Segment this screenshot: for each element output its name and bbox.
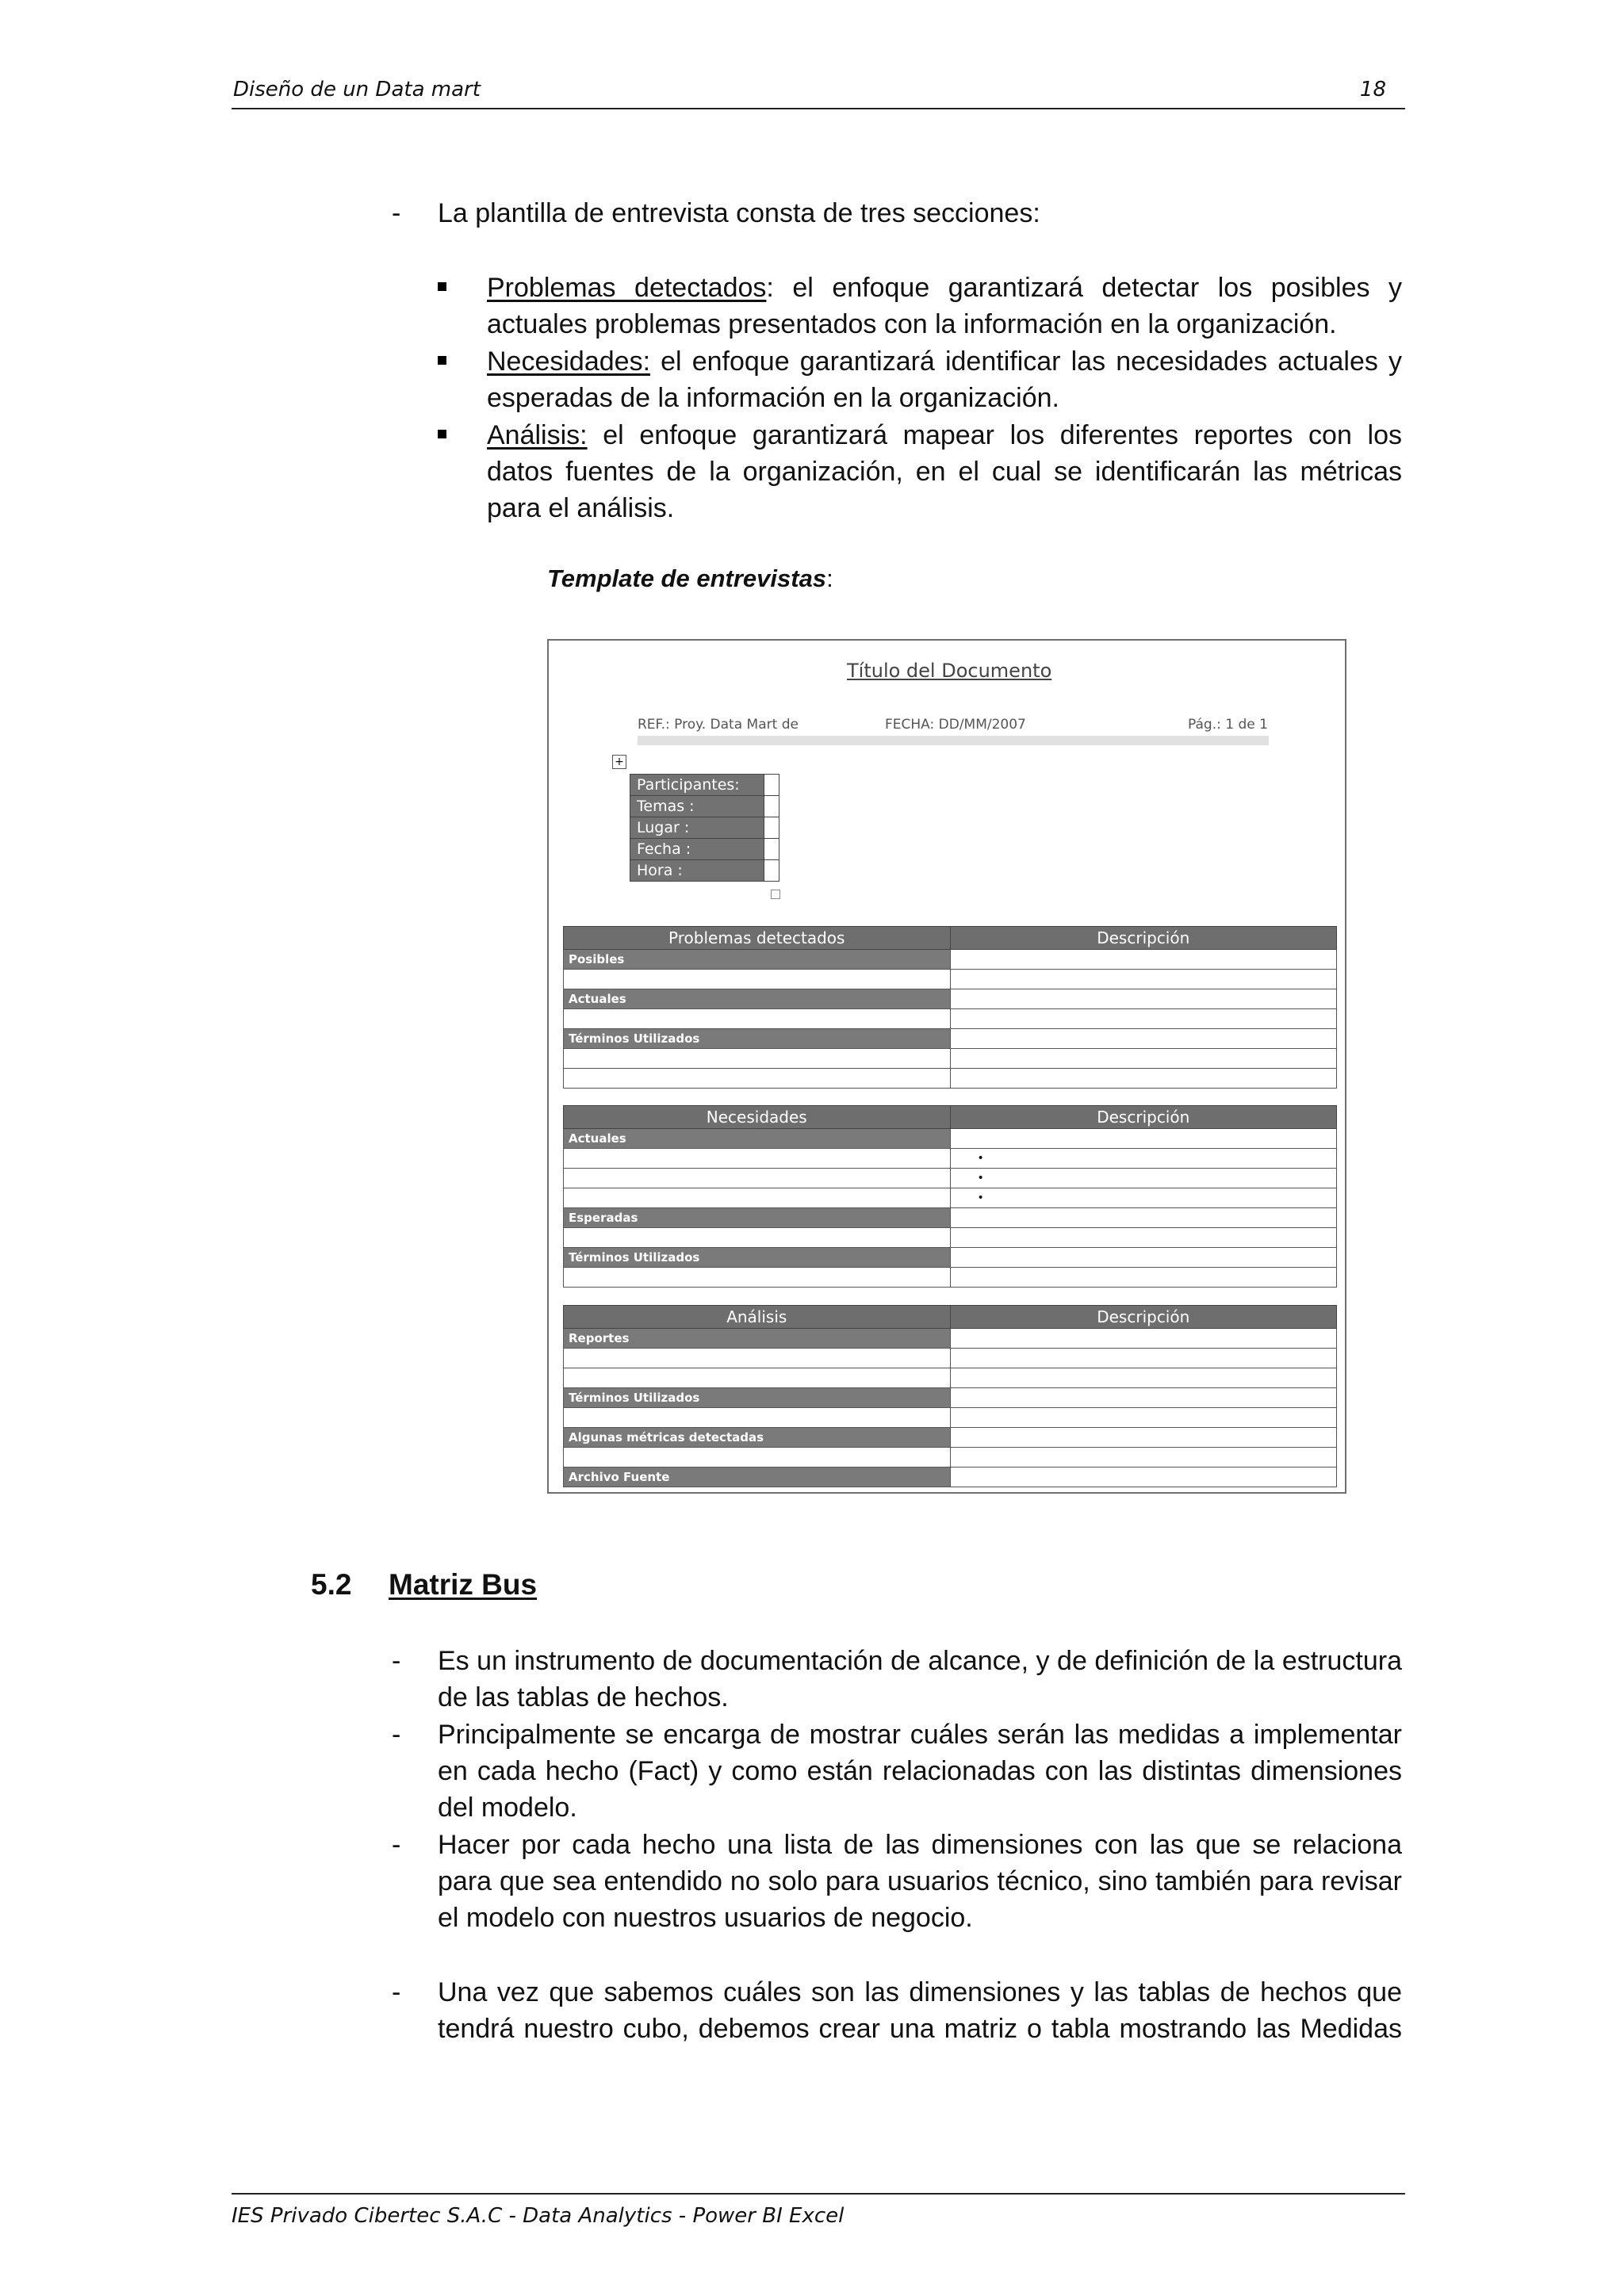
footer-text: IES Privado Cibertec S.A.C - Data Analytics - Power BI Excel (232, 2204, 845, 2228)
bullet-icon: • (950, 1149, 1337, 1169)
info-label: Temas : (630, 796, 764, 817)
descripcion-header: Descripción (950, 1306, 1337, 1329)
body-item: Hacer por cada hecho una lista de las dimensiones con las que se relaciona para que sea entendido no solo para usuarios técnico, sino también para revisar el modelo con nuestros usuarios de negocio. (438, 1830, 1402, 1933)
section-title-text: Matriz Bus (389, 1568, 538, 1601)
info-label: Lugar : (630, 817, 764, 839)
necesidades-header: Necesidades (564, 1106, 951, 1129)
dash-marker: - (392, 1977, 401, 2007)
caption-suffix: : (826, 564, 833, 592)
necesidades-table (563, 1105, 1337, 1288)
bullet-text: el enfoque garantizará mapear los diferentes reportes con los datos fuentes de la organización, en el cual se identificarán las métricas para el análisis. (487, 420, 1402, 523)
bullet-term: Problemas detectados (487, 273, 767, 303)
row-label: Actuales (564, 1129, 951, 1149)
bullet-problemas (487, 270, 1402, 342)
row-label: Posibles (564, 950, 951, 970)
intro-lead: La plantilla de entrevista consta de tres secciones: (438, 198, 1040, 228)
template-ref: REF.: Proy. Data Mart de (638, 717, 799, 733)
template-title: Título del Documento (847, 660, 1052, 682)
row-label: Términos Utilizados (564, 1248, 951, 1268)
bullet-icon: • (950, 1169, 1337, 1188)
bullet-icon: • (950, 1188, 1337, 1208)
descripcion-header: Descripción (950, 1106, 1337, 1129)
analisis-header: Análisis (564, 1306, 951, 1329)
descripcion-header: Descripción (950, 927, 1337, 950)
table-resize-handle-icon (771, 890, 780, 899)
meeting-info-table (630, 774, 779, 882)
section-number: 5.2 (311, 1568, 352, 1601)
dash-marker: - (392, 1720, 401, 1750)
interview-template-figure (547, 639, 1346, 1494)
row-label: Algunas métricas detectadas (564, 1428, 951, 1448)
body-item: Una vez que sabemos cuáles son las dimensiones y las tablas de hechos que tendrá nuestro cubo, debemos crear una matriz o tabla mostrando las Medidas (438, 1977, 1402, 2044)
section-title (389, 1568, 537, 1601)
bullet-text: : el enfoque garantizará detectar los posibles y actuales problemas presentados con la información en la organización. (487, 273, 1403, 339)
table-move-icon: + (612, 755, 626, 769)
dash-marker: - (392, 198, 401, 228)
info-label: Participantes: (630, 775, 764, 796)
page-header (232, 76, 1405, 109)
template-pag: Pág.: 1 de 1 (1188, 717, 1268, 733)
row-label: Esperadas (564, 1208, 951, 1228)
info-label: Fecha : (630, 839, 764, 860)
bullet-analisis (487, 417, 1402, 526)
bullet-text: el enfoque garantizará identificar las necesidades actuales y esperadas de la información en la organización. (487, 346, 1402, 413)
bullet-necesidades (487, 343, 1402, 416)
caption-bold: Template de entrevistas (547, 564, 827, 592)
template-fecha: FECHA: DD/MM/2007 (885, 717, 1026, 733)
row-label: Actuales (564, 989, 951, 1009)
body-item: Principalmente se encarga de mostrar cuáles serán las medidas a implementar en cada hecho (Fact) y como están relacionadas con las distintas dimensiones del modelo. (438, 1720, 1402, 1823)
bullet-term: Análisis: (487, 420, 588, 450)
page-number: 18 (1359, 78, 1386, 101)
header-title: Diseño de un Data mart (233, 78, 481, 101)
bullet-term: Necesidades: (487, 346, 651, 377)
square-bullet-icon (438, 430, 446, 438)
body-item: Es un instrumento de documentación de alcance, y de definición de la estructura de las tablas de hechos. (438, 1646, 1402, 1712)
analisis-table (563, 1305, 1337, 1487)
dash-marker: - (392, 1830, 401, 1860)
info-label: Hora : (630, 860, 764, 882)
dash-marker: - (392, 1646, 401, 1676)
problemas-header: Problemas detectados (564, 927, 951, 950)
row-label: Términos Utilizados (564, 1388, 951, 1408)
row-label: Reportes (564, 1329, 951, 1349)
row-label: Archivo Fuente (564, 1468, 951, 1487)
square-bullet-icon (438, 356, 446, 365)
page-footer (232, 2193, 1405, 2228)
figure-caption (547, 564, 833, 593)
square-bullet-icon (438, 282, 446, 291)
template-divider (638, 736, 1269, 745)
row-label: Términos Utilizados (564, 1029, 951, 1049)
problemas-table (563, 926, 1337, 1089)
